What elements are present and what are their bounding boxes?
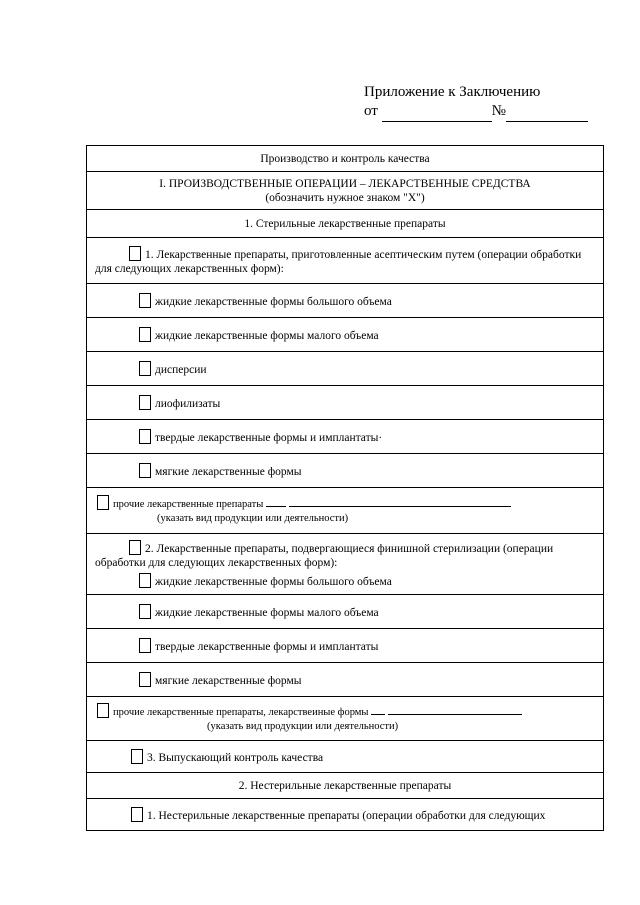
- sterile-title: 1. Стерильные лекарственные препараты: [87, 210, 604, 238]
- section-note: (обозначить нужное знаком "X"): [265, 191, 425, 204]
- aseptic-text: 1. Лекарственные препараты, приготовленные асептическим путем (операции обработки для следующих лекарственных форм):: [95, 248, 582, 275]
- item-label: жидкие лекарственные формы большого объема: [155, 295, 392, 308]
- item-label: твердые лекарственные формы и имплантаты: [155, 640, 379, 653]
- item-label: дисперсии: [155, 363, 207, 376]
- aseptic-item-row: [87, 284, 604, 318]
- other2-note: (указать вид продукции или деятельности): [207, 721, 399, 732]
- terminal-item-row: [87, 595, 604, 629]
- item-checkbox[interactable]: [139, 293, 151, 308]
- other-products-row-2: [87, 697, 604, 741]
- item-label: жидкие лекарственные формы малого объема: [155, 606, 379, 619]
- release-checkbox[interactable]: [131, 749, 143, 764]
- item-checkbox[interactable]: [139, 361, 151, 376]
- aseptic-row: [87, 238, 604, 284]
- terminal-block: [87, 534, 604, 595]
- aseptic-checkbox[interactable]: [129, 246, 141, 261]
- number-field[interactable]: [506, 102, 588, 122]
- item-checkbox[interactable]: [139, 327, 151, 342]
- terminal-item-row: [87, 663, 604, 697]
- other2-input[interactable]: [388, 704, 522, 715]
- nonsterile-row: [87, 799, 604, 831]
- aseptic-item-row: [87, 352, 604, 386]
- appendix-date-number-line: [364, 102, 588, 122]
- item-label: жидкие лекарственные формы большого объема: [155, 576, 392, 588]
- item-checkbox[interactable]: [139, 395, 151, 410]
- nonsterile-text: 1. Нестерильные лекарственные препараты (операции обработки для следующих: [147, 809, 546, 822]
- aseptic-item-row: [87, 386, 604, 420]
- section-title: I. ПРОИЗВОДСТВЕННЫЕ ОПЕРАЦИИ – ЛЕКАРСТВЕННЫЕ СРЕДСТВА: [159, 177, 531, 190]
- form-table: [86, 145, 604, 831]
- item-checkbox[interactable]: [139, 672, 151, 687]
- item-checkbox[interactable]: [139, 463, 151, 478]
- release-control-row: [87, 741, 604, 773]
- from-label: от: [364, 103, 378, 119]
- item-checkbox[interactable]: [139, 638, 151, 653]
- item-label: жидкие лекарственные формы малого объема: [155, 329, 379, 342]
- other1-input[interactable]: [289, 496, 511, 507]
- item-label: лиофилизаты: [155, 397, 221, 410]
- item-checkbox[interactable]: [139, 573, 151, 588]
- date-field[interactable]: [382, 102, 492, 122]
- item-label: мягкие лекарственные формы: [155, 465, 302, 478]
- item-checkbox[interactable]: [139, 429, 151, 444]
- other1-label: прочие лекарственные препараты: [113, 499, 264, 510]
- item-checkbox[interactable]: [139, 604, 151, 619]
- item-label: мягкие лекарственные формы: [155, 674, 302, 687]
- aseptic-item-row: [87, 318, 604, 352]
- nonsterile-title: 2. Нестерильные лекарственные препараты: [87, 773, 604, 799]
- terminal-item-row: [87, 629, 604, 663]
- aseptic-item-row: [87, 454, 604, 488]
- item-label: твердые лекарственные формы и имплантаты·: [155, 431, 383, 444]
- terminal-item-row: [95, 570, 595, 594]
- release-label: 3. Выпускающий контроль качества: [147, 751, 324, 764]
- nonsterile-checkbox[interactable]: [131, 807, 143, 822]
- table-title: Производство и контроль качества: [87, 146, 604, 172]
- other2-label: прочие лекарственные препараты, лекарствеиные формы: [113, 707, 369, 718]
- other1-checkbox[interactable]: [97, 495, 109, 510]
- terminal-checkbox[interactable]: [129, 540, 141, 555]
- aseptic-item-row: [87, 420, 604, 454]
- other1-note: (указать вид продукции или деятельности): [157, 513, 349, 524]
- section-heading: [87, 172, 604, 210]
- other2-checkbox[interactable]: [97, 703, 109, 718]
- number-label: №: [491, 103, 506, 119]
- appendix-title: Приложение к Заключению: [364, 84, 541, 100]
- appendix-header: [364, 83, 588, 122]
- other-products-row-1: [87, 488, 604, 534]
- terminal-row: [95, 540, 595, 570]
- terminal-text: 2. Лекарственные препараты, подвергающиеся финишной стерилизации (операции обработки для следующих лекарственных форм):: [95, 543, 554, 569]
